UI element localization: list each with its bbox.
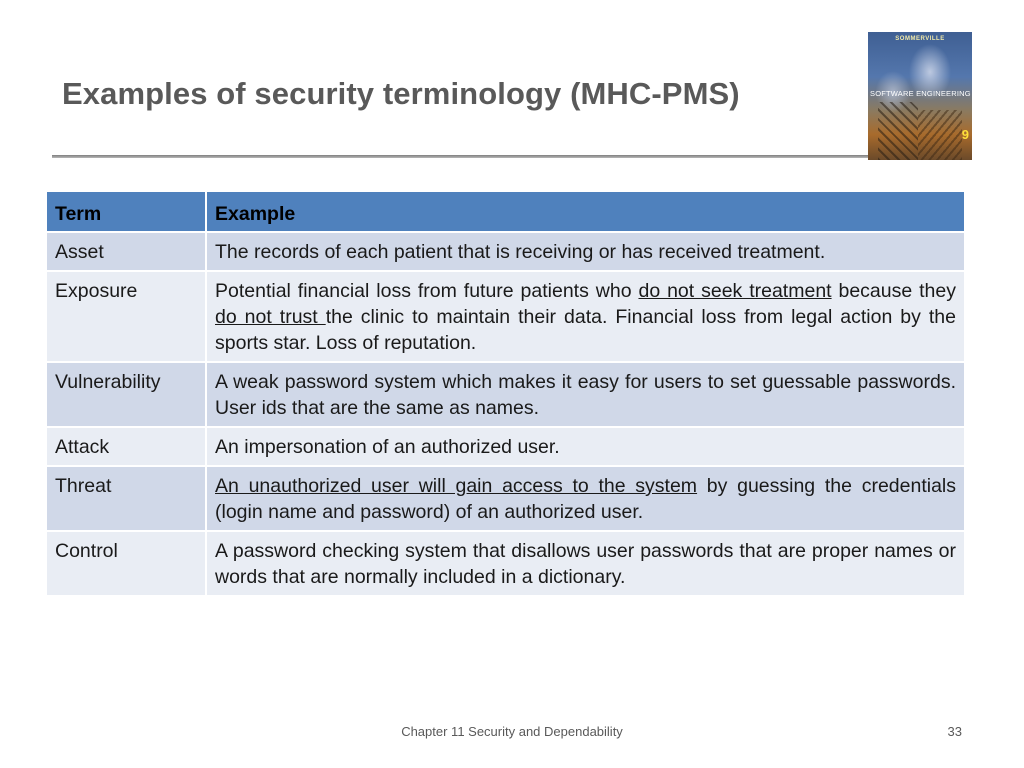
example-text: by guessing the credentials (login name and password) of an authorized user.	[215, 475, 956, 523]
example-cell	[206, 466, 965, 531]
term-cell: Exposure	[46, 271, 206, 362]
book-cover-image	[868, 32, 972, 160]
book-edition: 9	[961, 127, 969, 142]
term-cell: Vulnerability	[46, 362, 206, 427]
example-cell	[206, 232, 965, 271]
term-cell: Threat	[46, 466, 206, 531]
title-divider	[52, 155, 870, 158]
table-row	[46, 271, 965, 362]
example-text: The records of each patient that is receiving or has received treatment.	[215, 241, 826, 263]
table-row	[46, 362, 965, 427]
table-header-row	[46, 191, 965, 232]
header-example: Example	[206, 191, 965, 232]
example-cell	[206, 531, 965, 596]
slide-title: Examples of security terminology (MHC-PMS)	[62, 76, 740, 111]
example-text: the clinic to maintain their data. Financial loss from legal action by the sports star. Loss of reputation.	[215, 306, 956, 354]
term-cell: Control	[46, 531, 206, 596]
example-text: A weak password system which makes it easy for users to set guessable passwords. User ids that are the same as names.	[215, 371, 956, 419]
security-terms-table	[45, 190, 966, 597]
underlined-phrase: do not trust	[215, 306, 326, 328]
table-row	[46, 427, 965, 466]
cover-building-art-2	[918, 110, 962, 160]
table-row	[46, 466, 965, 531]
table-row	[46, 531, 965, 596]
book-title: SOFTWARE ENGINEERING	[870, 89, 971, 98]
underlined-phrase: do not seek treatment	[638, 280, 832, 302]
header-term: Term	[46, 191, 206, 232]
cover-building-art	[878, 102, 918, 160]
example-cell	[206, 362, 965, 427]
book-author: SOMMERVILLE	[895, 36, 945, 42]
term-cell: Asset	[46, 232, 206, 271]
example-text: because they	[831, 280, 956, 302]
example-cell	[206, 271, 965, 362]
footer-chapter-label: Chapter 11 Security and Dependability	[401, 724, 623, 739]
table-row	[46, 232, 965, 271]
example-text: A password checking system that disallows user passwords that are proper names or words that are normally included in a dictionary.	[215, 540, 956, 588]
example-cell	[206, 427, 965, 466]
example-text: Potential financial loss from future patients who	[215, 280, 639, 302]
page-number: 33	[947, 724, 962, 739]
example-text: An impersonation of an authorized user.	[215, 436, 560, 458]
term-cell: Attack	[46, 427, 206, 466]
underlined-phrase: An unauthorized user will gain access to the system	[215, 475, 698, 497]
